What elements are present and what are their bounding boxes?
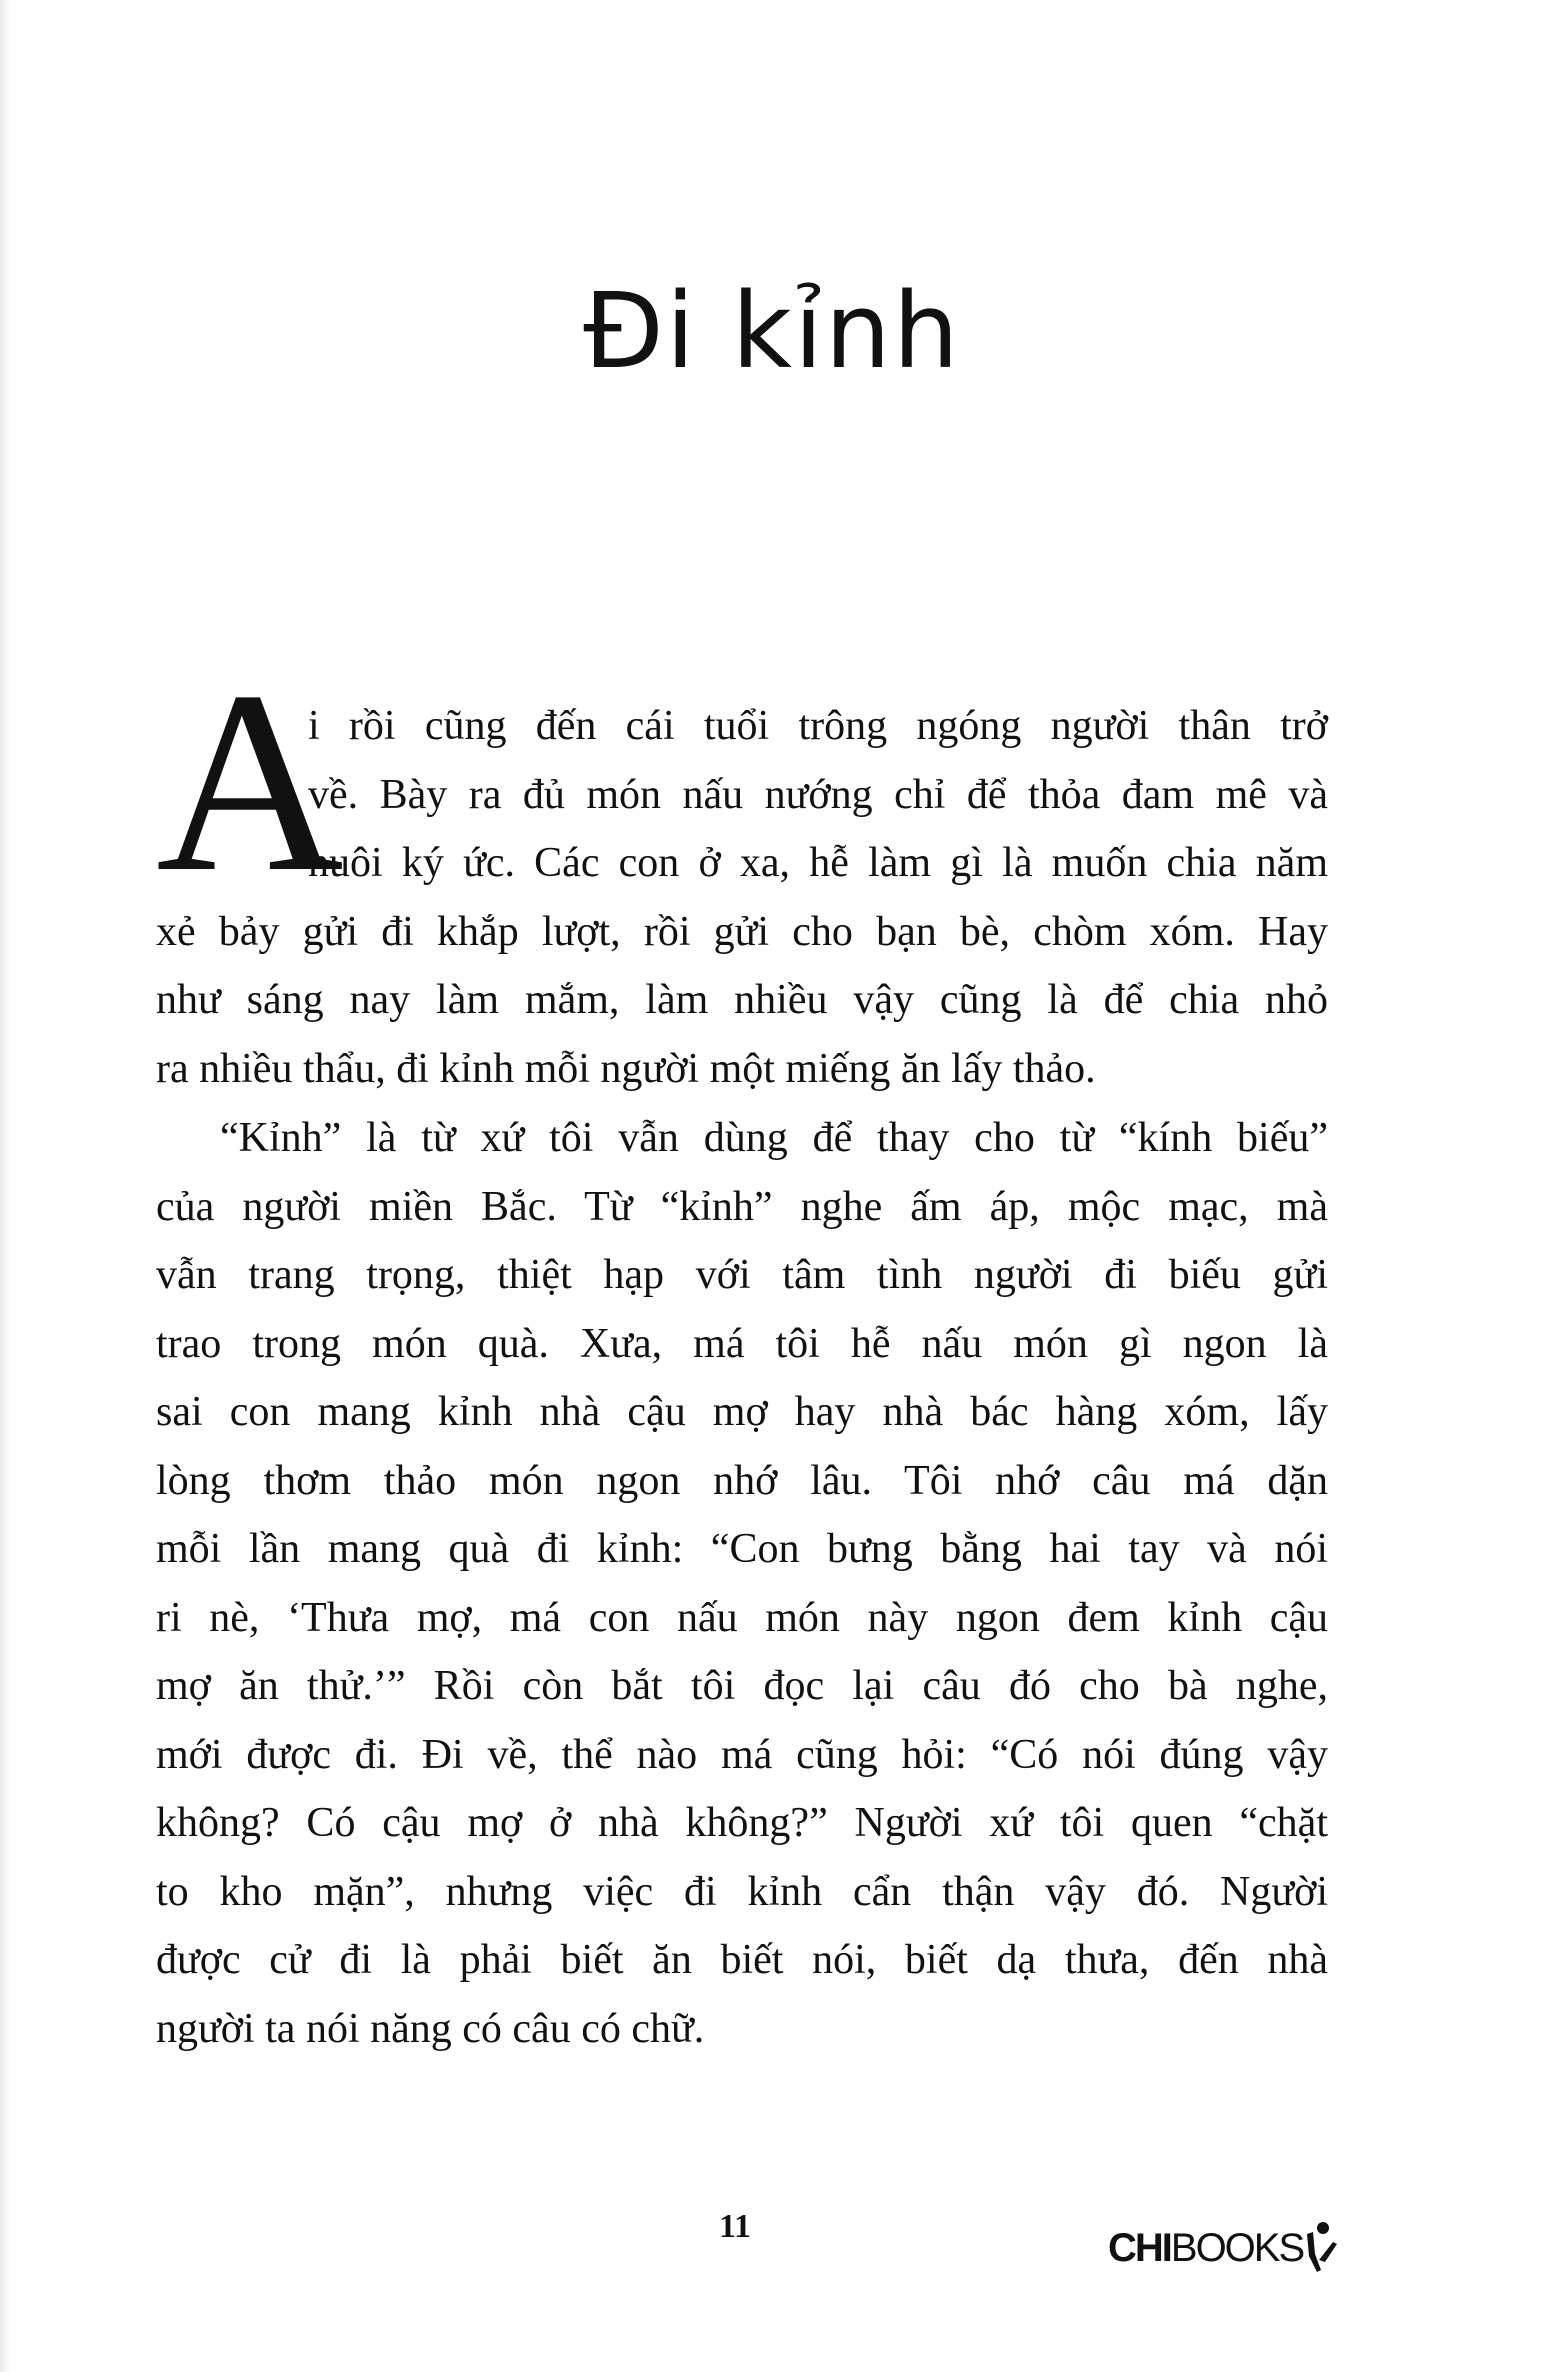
text-line: xẻ bảy gửi đi khắp lượt, rồi gửi cho bạn bè, chòm xóm. Hay [156,908,1328,955]
chapter-title: Đi kỉnh [583,270,961,392]
reader-figure-icon [1303,2220,1337,2276]
text-line: vẫn trang trọng, thiệt hạp với tâm tình người đi biếu gửi [156,1252,1328,1298]
text-line: của người miền Bắc. Từ “kỉnh” nghe ấm áp, mộc mạc, mà [156,1183,1328,1230]
text-line: to kho mặn”, nhưng việc đi kỉnh cẩn thận vậy đó. Người [156,1868,1328,1915]
text-line: mỗi lần mang quà đi kỉnh: “Con bưng bằng hai tay và nói [156,1526,1328,1572]
text-line: “Kỉnh” là từ xứ tôi vẫn dùng để thay cho từ “kính biếu” [220,1115,1328,1161]
paragraph-2 [156,1104,1328,2063]
text-line: nuôi ký ức. Các con ở xa, hễ làm gì là muốn chia năm [308,840,1328,886]
text-line: ra nhiều thẩu, đi kỉnh mỗi người một miếng ăn lấy thảo. [156,1045,1096,1092]
page-number: 11 [718,2208,752,2245]
text-line: trao trong món quà. Xưa, má tôi hễ nấu món gì ngon là [156,1320,1328,1367]
text-line: không? Có cậu mợ ở nhà không?” Người xứ tôi quen “chặt [156,1800,1328,1846]
logo-text-bold: CHI [1108,2225,1171,2270]
text-line: sai con mang kỉnh nhà cậu mợ hay nhà bác hàng xóm, lấy [156,1389,1328,1435]
text-line: người ta nói năng có câu có chữ. [156,2005,705,2052]
text-line: được cử đi là phải biết ăn biết nói, biết dạ thưa, đến nhà [156,1937,1328,1983]
text-line: lòng thơm thảo món ngon nhớ lâu. Tôi nhớ câu má dặn [156,1457,1328,1504]
text-line: về. Bày ra đủ món nấu nướng chỉ để thỏa đam mê và [308,771,1328,818]
paragraph-1 [156,692,1328,1103]
text-line: mợ ăn thử.’” Rồi còn bắt tôi đọc lại câu đó cho bà nghe, [156,1663,1328,1709]
text-line: ri nè, ‘Thưa mợ, má con nấu món này ngon đem kỉnh cậu [156,1594,1328,1641]
text-line: như sáng nay làm mắm, làm nhiều vậy cũng là để chia nhỏ [156,977,1328,1023]
logo-text-thin: BOOKS [1170,2225,1304,2270]
publisher-logo [1108,2220,1337,2276]
text-line: mới được đi. Đi về, thể nào má cũng hỏi: “Có nói đúng vậy [156,1731,1328,1778]
drop-cap: A [156,638,344,926]
text-line: i rồi cũng đến cái tuổi trông ngóng người thân trở [308,703,1328,749]
